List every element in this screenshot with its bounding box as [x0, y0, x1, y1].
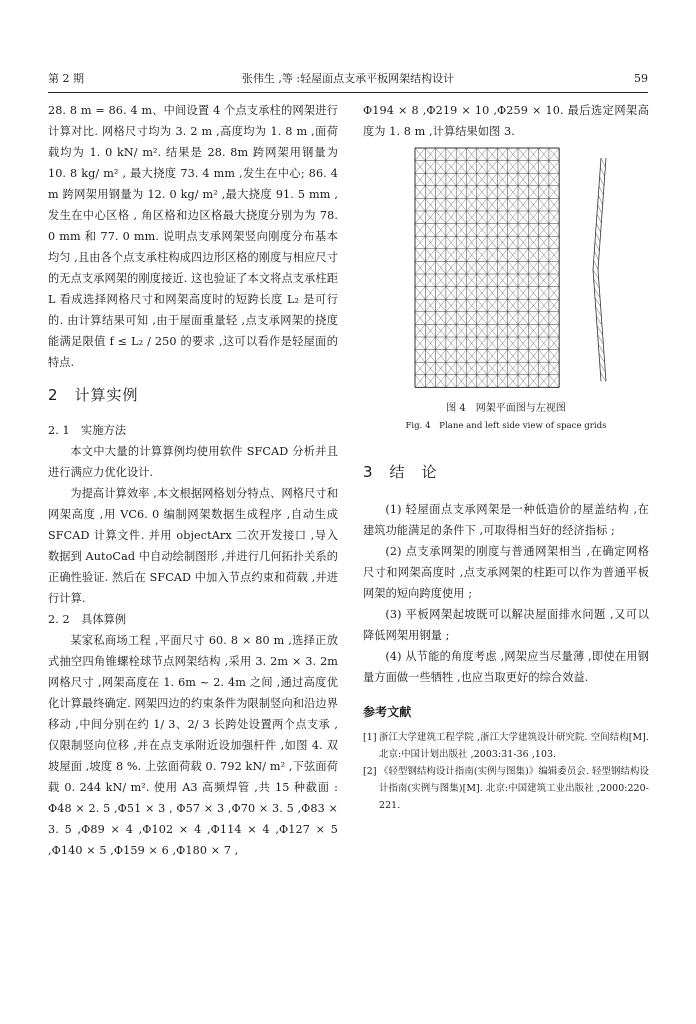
references-list — [363, 729, 649, 814]
side-bottom-chord — [605, 372, 606, 381]
side-web-member — [598, 205, 602, 214]
side-bottom-chord — [598, 270, 599, 279]
paragraph-2-1-a: 本文中大量的计算算例均使用软件 SFCAD 分析并且进行满应力优化设计. — [48, 445, 338, 479]
side-top-chord — [597, 326, 598, 335]
side-web-member — [600, 177, 604, 186]
side-top-chord — [600, 158, 601, 167]
figure-caption-en: Fig. 4 Plane and left side view of space grids — [405, 421, 607, 431]
side-bottom-chord — [600, 232, 601, 241]
side-bottom-chord — [600, 298, 601, 307]
side-bottom-chord — [601, 214, 602, 223]
side-top-chord — [596, 307, 597, 316]
conclusion-2: (2) 点支承网架的刚度与普通网架相当 ,在确定网格尺寸和网架高度时 ,点支承网架的柱距可以作为普通平板网架的短向跨度使用 ; — [363, 545, 649, 600]
page-number: 59 — [634, 72, 648, 85]
side-top-chord — [595, 232, 596, 241]
side-bottom-chord — [598, 260, 599, 269]
reference-number: [2] — [363, 766, 377, 777]
references-title: 参考文献 — [363, 705, 412, 719]
side-bottom-chord — [603, 195, 604, 204]
reference-text: 《轻型钢结构设计指南(实例与图集)》编辑委员会. 轻型钢结构设计指南(实例与图集)[M]. 北京:中国建筑工业出版社 ,2000:220-221. — [379, 766, 649, 811]
right-column-top — [363, 100, 649, 142]
side-web-member — [594, 260, 598, 269]
side-top-chord — [596, 214, 597, 223]
conclusion-4: (4) 从节能的角度考虑 ,网架应当尽量薄 ,即使在用钢量方面做一些牺牲 ,也应当取更好的综合效益. — [363, 650, 649, 684]
side-web-member — [601, 158, 605, 167]
side-bottom-chord — [599, 251, 600, 260]
side-bottom-chord — [601, 307, 602, 316]
side-web-member — [599, 186, 603, 195]
running-header — [48, 70, 648, 88]
side-top-chord — [596, 223, 597, 232]
side-top-chord — [594, 251, 595, 260]
continuation-paragraph: Φ194 × 8 ,Φ219 × 10 ,Φ259 × 10. 最后选定网架高度为 1. 8 m ,计算结果如图 3. — [363, 104, 649, 138]
side-bottom-chord — [604, 353, 605, 362]
subsection-2-2-title: 2. 2 具体算例 — [48, 613, 127, 626]
side-web-member — [595, 242, 599, 251]
section-3-title: 3 结 论 — [363, 463, 438, 481]
header-rule — [48, 92, 648, 93]
side-top-chord — [598, 195, 599, 204]
side-web-member — [598, 195, 602, 204]
side-web-member — [594, 251, 598, 260]
side-top-chord — [593, 260, 594, 269]
right-column-bottom — [363, 462, 649, 814]
side-bottom-chord — [602, 205, 603, 214]
side-top-chord — [599, 353, 600, 362]
side-bottom-chord — [603, 344, 604, 353]
side-top-chord — [600, 363, 601, 372]
subsection-2-1-title: 2. 1 实施方法 — [48, 424, 127, 437]
side-top-chord — [593, 270, 594, 279]
side-top-chord — [596, 316, 597, 325]
side-web-member — [597, 214, 601, 223]
paragraph-2-2: 某家私商场工程 ,平面尺寸 60. 8 × 80 m ,选择正放式抽空四角锥螺栓球节点网架结构 ,采用 3. 2m × 3. 2m 网格尺寸 ,网架高度在 1. 6m ~ 2. 4m 之间 ,通过高度优化计算最终确定. 网架四边的约束条件为限制竖向和沿边界移动 ,中间分别在约 1/ 3、2/ 3 长跨处设置两个点支承 ,仅限制竖向位移 ,并在点支承附近设加强杆件 ,如图 4. 双坡屋面 ,坡度 8 %. 上弦面荷载 0. 792 kN/ m² ,下弦面荷载 0. 244 kN/ m². 使用 A3 高频焊管 ,共 15 种截面 : Φ48 × 2. 5 ,Φ51 × 3 , Φ57 × 3 ,Φ70 × 3. 5 ,Φ83 × 3. 5 ,Φ89 × 4 ,Φ102 × 4 ,Φ114 × 4 ,Φ127 × 5 ,Φ140 × 5 ,Φ159 × 6 ,Φ180 × 7 , — [48, 634, 338, 857]
section-2-title: 2 计算实例 — [48, 386, 139, 404]
intro-paragraph: 28. 8 m = 86. 4 m、中间设置 4 个点支承柱的网架进行计算对比. 网格尺寸均为 3. 2 m ,高度均为 1. 8 m ,面荷载均为 1. 0 kN/ m². 结果是 28. 8m 跨网架用钢量为 10. 8 kg/ m² , 最大挠度 73. 4 mm ,发生在中心; 86. 4 m 跨网架用钢量为 12. 0 kg/ m² ,最大挠度 91. 5 mm ,发生在中心区格 , 角区格和边区格最大挠度分别为为 78. 0 mm 和 77. 0 mm. 说明点支承网架竖向刚度分布基本均匀 ,且由各个点支承柱构成四边形区格的刚度与相应尺寸的无点支承网架的刚度接近. 这也验证了本文将点支承柱距 L 看成选择网格尺寸和网架高度时的短跨长度 L₂ 是可行的. 由计算结果可知 ,由于屋面重量轻 ,点支承网架的挠度能满足限值 f ≤ L₂ / 250 的要求 ,这可以看作是轻屋面的特点. — [48, 104, 338, 369]
grid-side-view — [593, 158, 606, 381]
reference-item — [363, 729, 649, 763]
side-bottom-chord — [603, 186, 604, 195]
figure-caption-cn: 图 4 网架平面图与左视图 — [446, 403, 566, 414]
conclusion-3: (3) 平板网架起坡既可以解决屋面排水问题 ,又可以降低网架用钢量 ; — [363, 608, 649, 642]
side-bottom-chord — [599, 288, 600, 297]
side-top-chord — [594, 279, 595, 288]
side-bottom-chord — [599, 279, 600, 288]
side-bottom-chord — [599, 242, 600, 251]
side-bottom-chord — [605, 167, 606, 176]
side-bottom-chord — [603, 335, 604, 344]
paragraph-2-1-b: 为提高计算效率 ,本文根据网格划分特点、网格尺寸和网架高度 ,用 VC6. 0 编制网架数据生成程序 ,自动生成 SFCAD 计算文件. 并用 objectArx 二次开发接口 ,导入数据到 AutoCad 中自动绘制图形 ,并进行几何拓扑关系的正确性验证. 然后在 SFCAD 中加入节点约束和荷载 ,并进行计算. — [48, 487, 338, 605]
side-top-chord — [597, 205, 598, 214]
running-title: 张伟生 ,等 :轻屋面点支承平板网架结构设计 — [241, 72, 455, 85]
side-bottom-chord — [605, 158, 606, 167]
left-column — [48, 100, 338, 861]
side-bottom-chord — [602, 326, 603, 335]
side-web-member — [596, 232, 600, 241]
side-top-chord — [598, 186, 599, 195]
side-top-chord — [600, 372, 601, 381]
side-bottom-chord — [604, 177, 605, 186]
side-bottom-chord — [601, 223, 602, 232]
reference-text: 浙江大学建筑工程学院 ,浙江大学建筑设计研究院. 空间结构[M]. 北京:中国计划出版社 ,2003:31-36 ,103. — [379, 732, 649, 760]
side-top-chord — [594, 288, 595, 297]
side-top-chord — [599, 177, 600, 186]
issue-label: 第 2 期 — [48, 72, 84, 85]
side-bottom-chord — [601, 316, 602, 325]
reference-number: [1] — [363, 732, 377, 743]
grid-plan-view — [415, 148, 559, 387]
figure-4-grid-drawing — [363, 142, 649, 392]
side-top-chord — [598, 344, 599, 353]
conclusion-1: (1) 轻屋面点支承网架是一种低造价的屋盖结构 ,在建筑功能满足的条件下 ,可取得相当好的经济指标 ; — [363, 503, 649, 537]
side-bottom-chord — [605, 363, 606, 372]
side-top-chord — [600, 167, 601, 176]
side-web-member — [600, 167, 604, 176]
side-top-chord — [598, 335, 599, 344]
side-web-member — [596, 223, 600, 232]
reference-item — [363, 763, 649, 814]
side-top-chord — [594, 242, 595, 251]
side-top-chord — [595, 298, 596, 307]
